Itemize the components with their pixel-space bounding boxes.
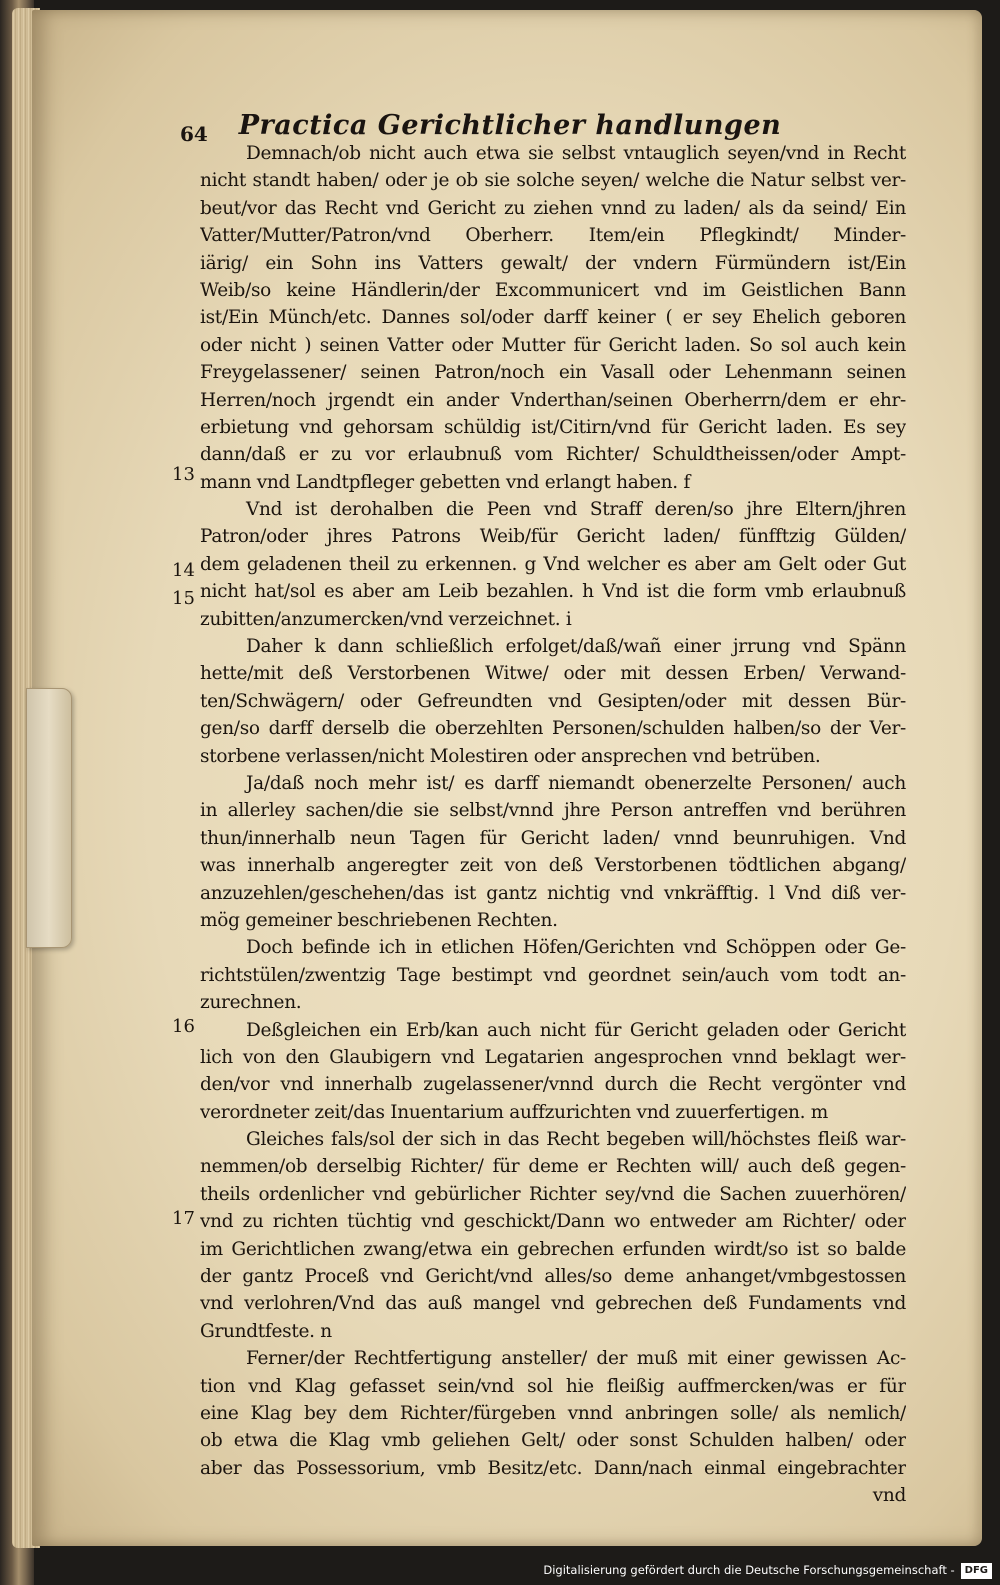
text-line: storbene verlassen/nicht Molestiren oder ansprechen vnd betrüben. [200,745,821,767]
text-line: hette/mit deß Verstorbenen Witwe/ oder mit dessen Erben/ Verwand- [200,663,906,685]
text-line: Herren/noch jrgendt ein ander Vnderthan/seinen Oberherrn/dem er ehr- [200,389,906,411]
margin-number: 17 [172,1208,195,1229]
text-line: Ja/daß noch mehr ist/ es darff niemandt obenerzelte Personen/ auch [246,772,906,794]
text-line: nicht standt haben/ oder je ob sie solche seyen/ welche die Natur selbst ver- [200,170,906,192]
text-line: Grundtfeste. n [200,1320,332,1342]
text-line: der gantz Proceß vnd Gericht/vnd alles/so deme anhanget/vmbgestossen [200,1266,906,1288]
text-line: Gleiches fals/sol der sich in das Recht begeben will/höchstes fleiß war- [246,1129,906,1151]
text-line: Doch befinde ich in etlichen Höfen/Gerichten vnd Schöppen oder Ge- [246,937,906,959]
body-text [200,140,906,1510]
text-line: vnd zu richten tüchtig vnd geschickt/Dann wo entweder am Richter/ oder [200,1211,906,1233]
text-line: nicht hat/sol es aber am Leib bezahlen. h Vnd ist die form vmb erlaubnuß [200,581,906,603]
digitization-credit [543,1557,992,1583]
text-line: Patron/oder jhres Patrons Weib/für Gericht laden/ fünfftzig Gülden/ [200,526,906,548]
page-number: 64 [180,122,208,146]
text-line: Daher k dann schließlich erfolget/daß/wañ einer jrrung vnd Spänn [246,636,906,658]
text-line: ist/Ein Münch/etc. Dannes sol/oder darff keiner ( er sey Ehelich geboren [200,307,906,329]
margin-number: 15 [172,588,195,609]
text-line: in allerley sachen/die sie selbst/vnnd jhre Person antreffen vnd berühren [200,800,906,822]
margin-number: 16 [172,1016,195,1037]
text-line: aber das Possessorium, vmb Besitz/etc. Dann/nach einmal eingebrachter [200,1457,906,1479]
text-line: mög gemeiner beschriebenen Rechten. [200,909,558,931]
text-line: zurechnen. [200,992,302,1014]
text-line: Deßgleichen ein Erb/kan auch nicht für Gericht geladen oder Gericht [246,1019,906,1041]
text-line: oder nicht ) seinen Vatter oder Mutter für Gericht laden. So sol auch kein [200,334,906,356]
text-line: Weib/so keine Händlerin/der Excommunicert vnd im Geistlichen Bann [200,279,906,301]
bookmark-tab [26,688,72,948]
text-line: thun/innerhalb neun Tagen für Gericht laden/ vnnd beunruhigen. Vnd [200,827,906,849]
text-line: ob etwa die Klag vmb geliehen Gelt/ oder sonst Schulden halben/ oder [200,1430,906,1452]
text-line: Vatter/Mutter/Patron/vnd Oberherr. Item/ein Pflegkindt/ Minder- [200,225,906,247]
text-line: theils ordenlicher vnd gebürlicher Richter sey/vnd die Sachen zuuerhören/ [200,1183,906,1205]
text-line: im Gerichtlichen zwang/etwa ein gebrechen erfunden wirdt/so ist so balde [200,1238,906,1260]
catchword: vnd [872,1485,906,1507]
text-line: Ferner/der Rechtfertigung ansteller/ der muß mit einer gewissen Ac- [246,1348,906,1370]
text-line: zubitten/anzumercken/vnd verzeichnet. i [200,608,572,630]
text-line: verordneter zeit/das Inuentarium auffzurichten vnd zuuerfertigen. m [200,1101,828,1123]
text-line: mann vnd Landtpfleger gebetten vnd erlangt haben. f [200,471,690,493]
credit-text: Digitalisierung gefördert durch die Deutsche Forschungsgemeinschaft - [543,1563,955,1577]
text-line: beut/vor das Recht vnd Gericht zu ziehen vnnd zu laden/ als da seind/ Ein [200,197,906,219]
text-line: tion vnd Klag gefasset sein/vnd sol hie fleißig auffmercken/was er für [200,1375,906,1397]
text-line: eine Klag bey dem Richter/fürgeben vnnd anbringen solle/ als nemlich/ [200,1402,906,1424]
text-line: lich von den Glaubigern vnd Legatarien angesprochen vnnd beklagt wer- [200,1046,906,1068]
text-line: nemmen/ob derselbig Richter/ für deme er Rechten will/ auch deß gegen- [200,1156,906,1178]
text-line: richtstülen/zwentzig Tage bestimpt vnd geordnet sein/auch vom todt an- [200,964,906,986]
text-line: Demnach/ob nicht auch etwa sie selbst vntauglich seyen/vnd in Recht [246,143,906,164]
text-line: gen/so darff derselb die oberzehlten Personen/schulden halben/so der Ver- [200,718,906,740]
margin-number: 13 [172,464,195,485]
running-title: Practica Gerichtlicher handlungen [238,110,782,141]
text-line: was innerhalb angeregter zeit von deß Verstorbenen tödtlichen abgang/ [200,855,906,877]
text-line: Vnd ist derohalben die Peen vnd Straff deren/so jhre Eltern/jhren [246,499,906,521]
text-line: Freygelassener/ seinen Patron/noch ein Vasall oder Lehenmann seinen [200,362,906,384]
text-line: vnd verlohren/Vnd das auß mangel vnd gebrechen deß Fundaments vnd [200,1293,906,1315]
text-line: erbietung vnd gehorsam schüldig ist/Citirn/vnd für Gericht laden. Es sey [200,416,906,438]
dfg-logo: DFG [961,1563,992,1579]
text-line: dann/daß er zu vor erlaubnuß vom Richter/ Schuldtheissen/oder Ampt- [200,444,906,466]
margin-number: 14 [172,560,195,581]
text-line: anzuzehlen/geschehen/das ist gantz nichtig vnd vnkräfftig. l Vnd diß ver- [200,882,906,904]
text-line: iärig/ ein Sohn ins Vatters gewalt/ der vndern Fürmündern ist/Ein [200,252,906,274]
text-line: ten/Schwägern/ oder Gefreundten vnd Gesipten/oder mit dessen Bür- [200,690,906,712]
text-line: dem geladenen theil zu erkennen. g Vnd welcher es aber am Gelt oder Gut [200,553,906,575]
text-line: den/vor vnd innerhalb zugelassener/vnnd durch die Recht vergönter vnd [200,1074,906,1096]
